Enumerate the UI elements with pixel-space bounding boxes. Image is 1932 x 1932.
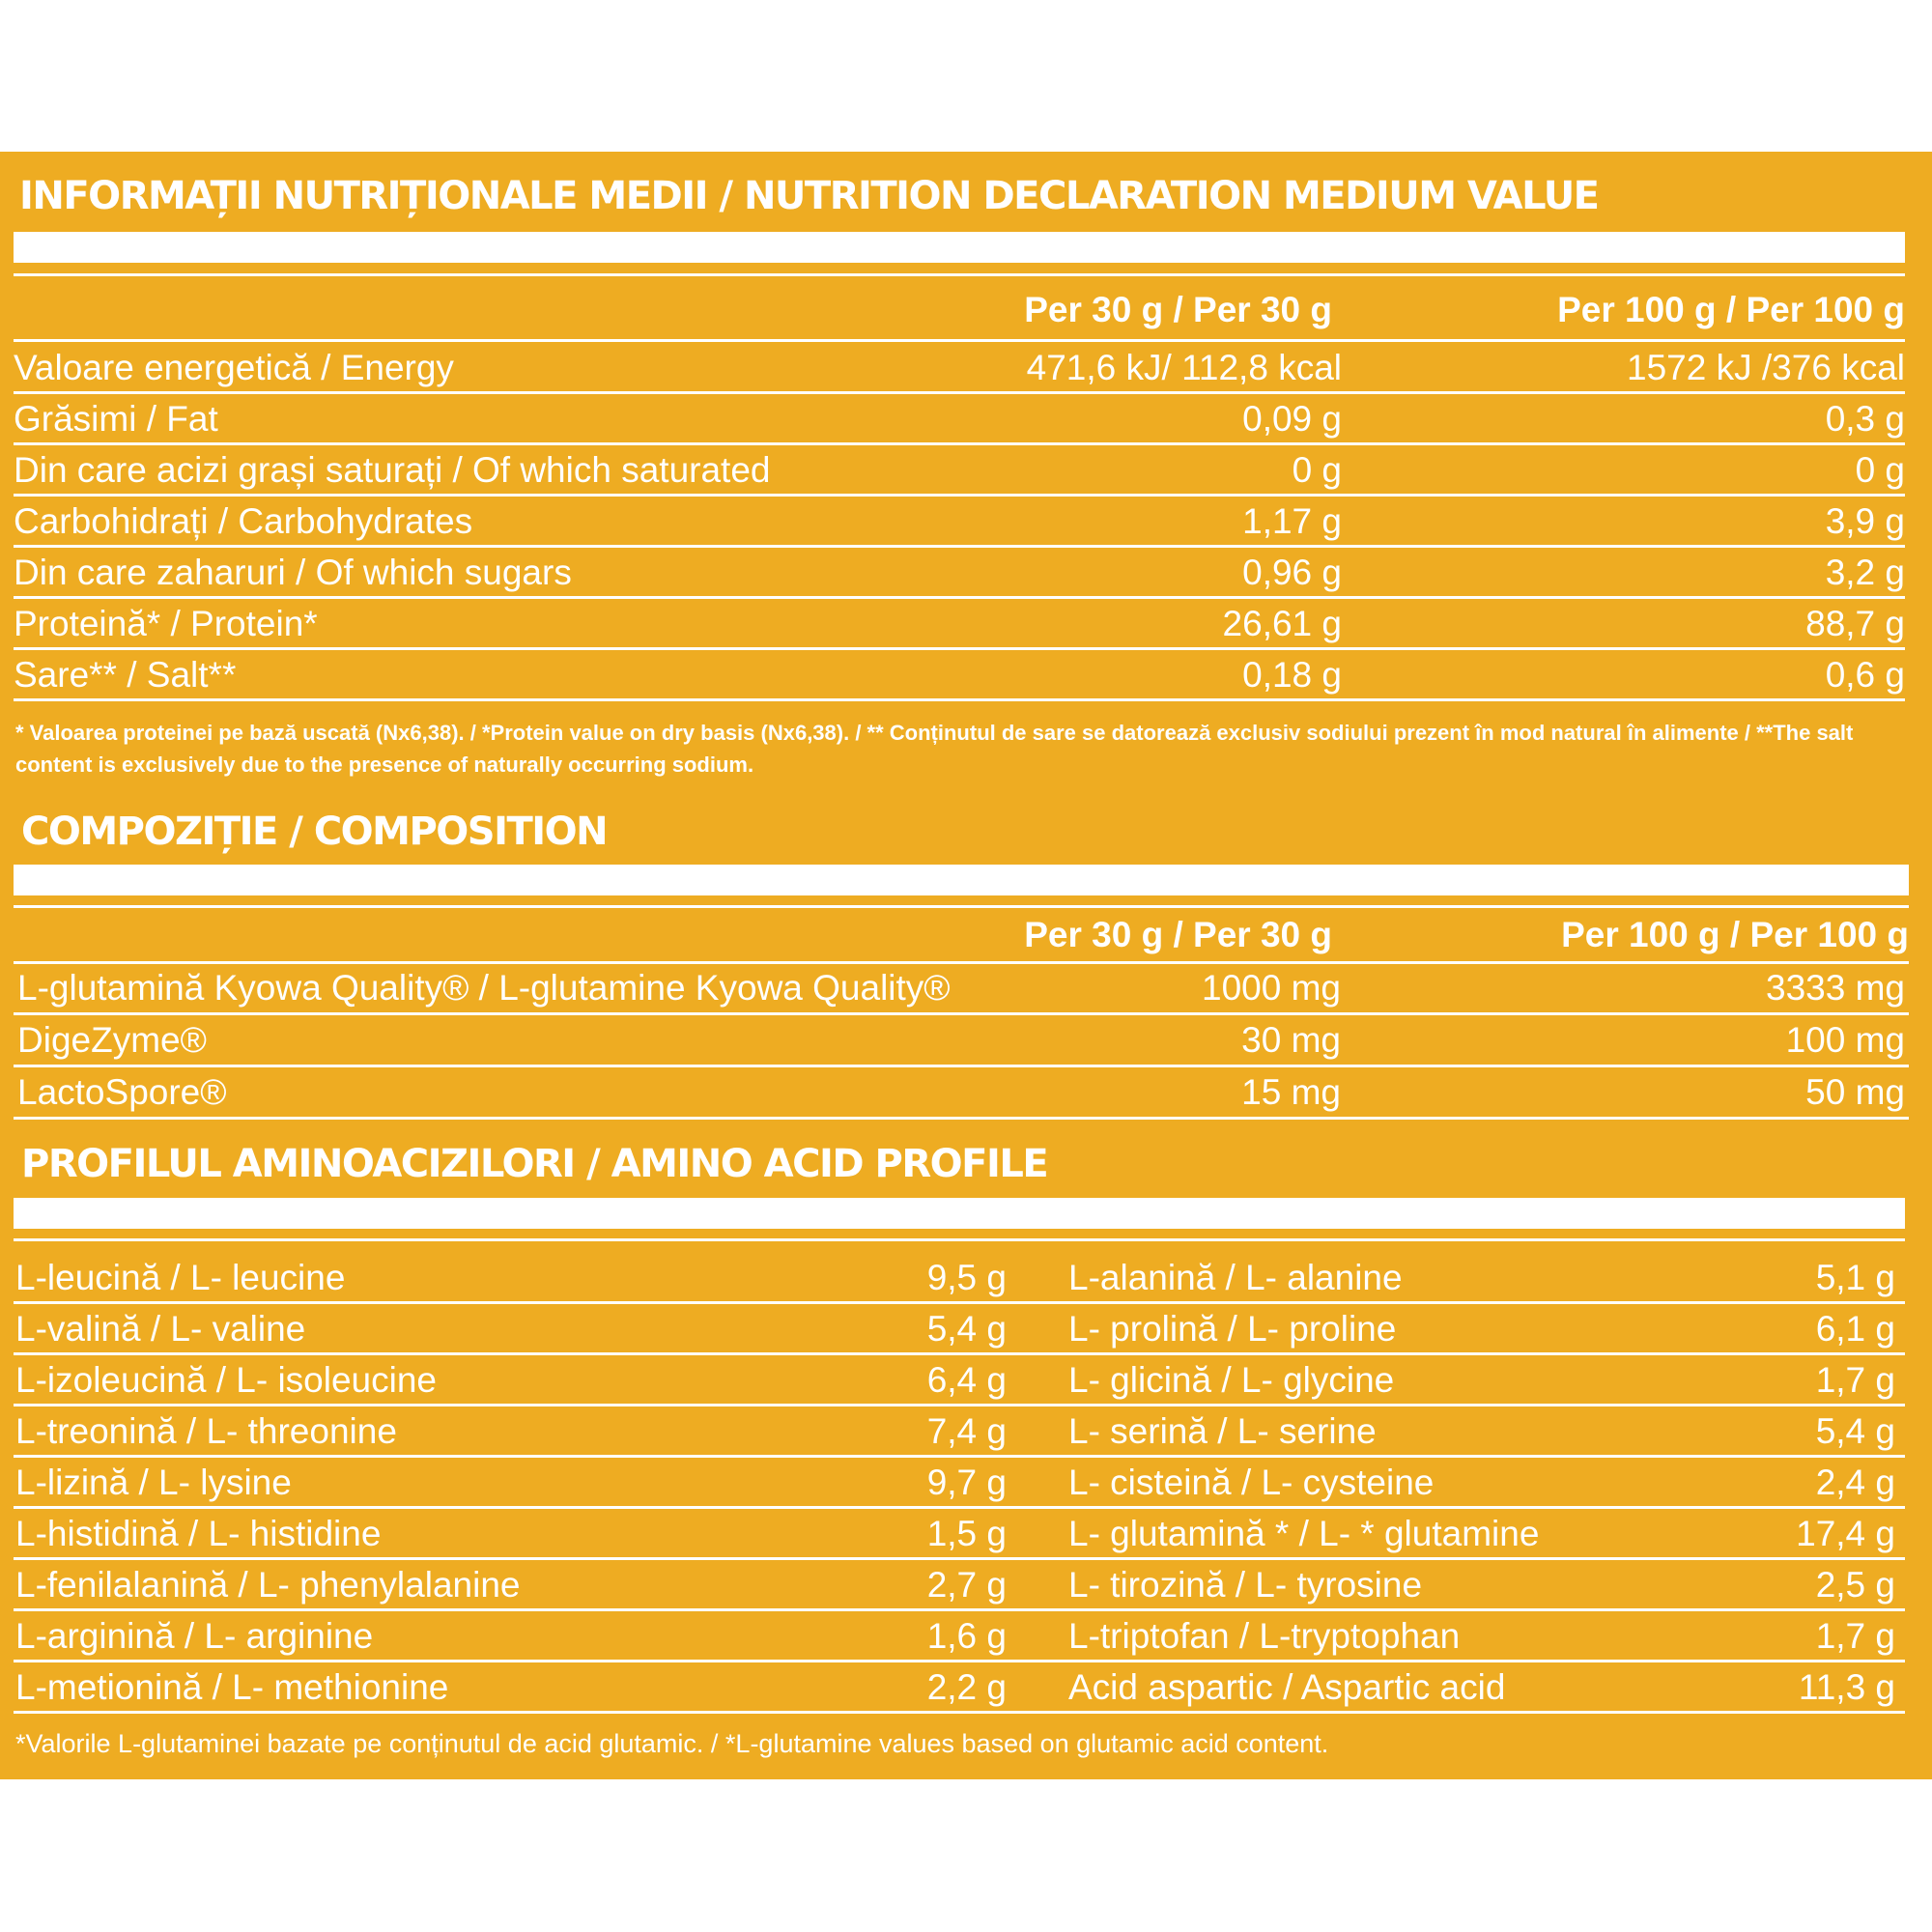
row-divider	[14, 1065, 1909, 1067]
nutrient-per100: 3,2 g	[1825, 552, 1905, 592]
amino-label: L-leucină / L- leucine	[15, 1257, 346, 1297]
ingredient-per100: 100 mg	[1785, 1020, 1905, 1060]
amino-label: L- serină / L- serine	[1068, 1410, 1377, 1451]
amino-value: 6,1 g	[1815, 1308, 1895, 1349]
amino-label: L-izoleucină / L- isoleucine	[15, 1359, 438, 1400]
row-divider	[14, 1506, 1905, 1509]
nutrient-per100: 88,7 g	[1805, 603, 1905, 643]
amino-value: 17,4 g	[1796, 1513, 1895, 1553]
amino-label: L-alanină / L- alanine	[1068, 1257, 1403, 1297]
divider	[14, 339, 1905, 342]
amino-row-right	[1068, 1254, 1895, 1301]
amino-label: L-treonină / L- threonine	[15, 1410, 397, 1451]
col-per100-header: Per 100 g / Per 100 g	[1557, 290, 1905, 329]
nutrient-label: Din care zaharuri / Of which sugars	[14, 552, 572, 592]
nutrient-label: Din care acizi grași saturați / Of which saturated	[14, 449, 771, 490]
amino-value: 2,4 g	[1815, 1462, 1895, 1502]
amino-label: Acid aspartic / Aspartic acid	[1068, 1666, 1506, 1707]
amino-row-left	[15, 1407, 1007, 1455]
nutrient-label: Valoare energetică / Energy	[14, 347, 454, 387]
col-per30-header: Per 30 g / Per 30 g	[1024, 290, 1332, 329]
nutrition-row	[14, 600, 1905, 647]
ingredient-label: DigeZyme®	[17, 1020, 207, 1060]
ingredient-per30: 15 mg	[1241, 1072, 1341, 1112]
nutrient-per30: 1,17 g	[1242, 500, 1342, 541]
nutrition-row	[14, 651, 1905, 698]
amino-row-right	[1068, 1612, 1895, 1660]
ingredient-per30: 1000 mg	[1202, 968, 1341, 1008]
amino-label: L-lizină / L- lysine	[15, 1462, 292, 1502]
amino-value: 1,7 g	[1815, 1615, 1895, 1656]
amino-row-left	[15, 1305, 1007, 1352]
amino-title-bar	[14, 1198, 1905, 1229]
nutrient-label: Sare** / Salt**	[14, 654, 237, 695]
row-divider	[14, 1117, 1909, 1120]
row-divider	[14, 494, 1905, 497]
amino-row-right	[1068, 1407, 1895, 1455]
amino-label: L- cisteină / L- cysteine	[1068, 1462, 1435, 1502]
nutrient-label: Carbohidrați / Carbohydrates	[14, 500, 473, 541]
composition-header-row	[14, 908, 1909, 961]
row-divider	[14, 1455, 1905, 1458]
amino-label: L-histidină / L- histidine	[15, 1513, 382, 1553]
amino-value: 7,4 g	[926, 1410, 1007, 1451]
nutrient-per30: 0,96 g	[1242, 552, 1342, 592]
row-divider	[14, 698, 1905, 701]
row-divider	[14, 442, 1905, 445]
amino-label: L-valină / L- valine	[15, 1308, 306, 1349]
nutrient-per30: 0,18 g	[1242, 654, 1342, 695]
amino-value: 1,6 g	[926, 1615, 1007, 1656]
amino-footnote: *Valorile L-glutaminei bazate pe conținutul de acid glutamic. / *L-glutamine values based on glutamic acid content.	[15, 1729, 1329, 1758]
row-divider	[14, 391, 1905, 394]
ingredient-label: LactoSpore®	[17, 1072, 227, 1112]
ingredient-label: L-glutamină Kyowa Quality® / L-glutamine Kyowa Quality®	[17, 968, 951, 1008]
amino-label: L-arginină / L- arginine	[15, 1615, 374, 1656]
nutrient-per30: 0,09 g	[1242, 398, 1342, 439]
amino-label: L-fenilalanină / L- phenylalanine	[15, 1564, 521, 1605]
amino-label: L-triptofan / L-tryptophan	[1068, 1615, 1461, 1656]
amino-value: 6,4 g	[926, 1359, 1007, 1400]
nutrient-per100: 1572 kJ /376 kcal	[1627, 347, 1905, 387]
row-divider	[14, 1301, 1905, 1304]
row-divider	[14, 647, 1905, 650]
amino-label: L-metionină / L- methionine	[15, 1666, 449, 1707]
ingredient-per100: 3333 mg	[1766, 968, 1905, 1008]
amino-value: 11,3 g	[1798, 1666, 1895, 1707]
amino-row-right	[1068, 1305, 1895, 1352]
amino-row-right	[1068, 1459, 1895, 1506]
nutrition-row	[14, 395, 1905, 442]
amino-label: L- glutamină * / L- * glutamine	[1068, 1513, 1540, 1553]
composition-row	[17, 1016, 1909, 1065]
nutrition-row	[14, 549, 1905, 596]
amino-value: 9,5 g	[926, 1257, 1007, 1297]
amino-value: 2,2 g	[926, 1666, 1007, 1707]
row-divider	[14, 545, 1905, 548]
ingredient-per30: 30 mg	[1241, 1020, 1341, 1060]
amino-row-left	[15, 1561, 1007, 1608]
nutrient-per30: 26,61 g	[1222, 603, 1342, 643]
nutrient-label: Proteină* / Protein*	[14, 603, 318, 643]
divider	[14, 1238, 1905, 1241]
nutrition-row	[14, 497, 1905, 545]
nutrient-per30: 0 g	[1292, 449, 1342, 490]
amino-row-left	[15, 1663, 1007, 1711]
amino-value: 5,4 g	[926, 1308, 1007, 1349]
amino-row-left	[15, 1254, 1007, 1301]
amino-value: 1,7 g	[1815, 1359, 1895, 1400]
nutrition-title-bar	[14, 232, 1905, 263]
amino-label: L- prolină / L- proline	[1068, 1308, 1397, 1349]
nutrition-title: INFORMAȚII NUTRIȚIONALE MEDII / NUTRITION DECLARATION MEDIUM VALUE	[19, 174, 1599, 218]
ingredient-per100: 50 mg	[1805, 1072, 1905, 1112]
amino-row-left	[15, 1612, 1007, 1660]
composition-row	[17, 1068, 1909, 1117]
composition-row	[17, 964, 1909, 1012]
col-per100-header: Per 100 g / Per 100 g	[1561, 914, 1909, 954]
row-divider	[14, 596, 1905, 599]
nutrition-row	[14, 344, 1905, 391]
amino-label: L- glicină / L- glycine	[1068, 1359, 1395, 1400]
row-divider	[14, 1352, 1905, 1355]
row-divider	[14, 1711, 1905, 1714]
amino-row-right	[1068, 1356, 1895, 1404]
amino-label: L- tirozină / L- tyrosine	[1068, 1564, 1423, 1605]
nutrient-per100: 0,6 g	[1825, 654, 1905, 695]
row-divider	[14, 1557, 1905, 1560]
nutrition-row	[14, 446, 1905, 494]
amino-row-left	[15, 1510, 1007, 1557]
row-divider	[14, 1012, 1909, 1015]
row-divider	[14, 1660, 1905, 1662]
amino-value: 9,7 g	[926, 1462, 1007, 1502]
amino-value: 1,5 g	[926, 1513, 1007, 1553]
divider	[14, 273, 1905, 276]
amino-row-right	[1068, 1510, 1895, 1557]
row-divider	[14, 1608, 1905, 1611]
col-per30-header: Per 30 g / Per 30 g	[1024, 914, 1332, 954]
amino-row-right	[1068, 1663, 1895, 1711]
composition-title-bar	[14, 865, 1909, 895]
nutrient-per100: 0,3 g	[1825, 398, 1905, 439]
nutrient-per100: 0 g	[1855, 449, 1905, 490]
amino-row-right	[1068, 1561, 1895, 1608]
nutrition-header-row	[14, 285, 1905, 335]
nutrient-label: Grăsimi / Fat	[14, 398, 218, 439]
amino-value: 5,1 g	[1815, 1257, 1895, 1297]
row-divider	[14, 1404, 1905, 1406]
amino-title: PROFILUL AMINOACIZILORI / AMINO ACID PROFILE	[21, 1142, 1048, 1186]
nutrient-per100: 3,9 g	[1825, 500, 1905, 541]
composition-title: COMPOZIȚIE / COMPOSITION	[21, 810, 608, 854]
amino-value: 2,5 g	[1815, 1564, 1895, 1605]
nutrient-per30: 471,6 kJ/ 112,8 kcal	[1026, 347, 1342, 387]
nutrition-footnote: * Valoarea proteinei pe bază uscată (Nx6,38). / *Protein value on dry basis (Nx6,38). / ** Conținutul de sare se datorează exclusiv sodiului prezent în mod natural în alimente / **The salt content is exclusively due to the presence of naturally occurring sodium.	[15, 721, 1854, 777]
amino-row-left	[15, 1459, 1007, 1506]
amino-row-left	[15, 1356, 1007, 1404]
amino-value: 5,4 g	[1815, 1410, 1895, 1451]
amino-value: 2,7 g	[926, 1564, 1007, 1605]
